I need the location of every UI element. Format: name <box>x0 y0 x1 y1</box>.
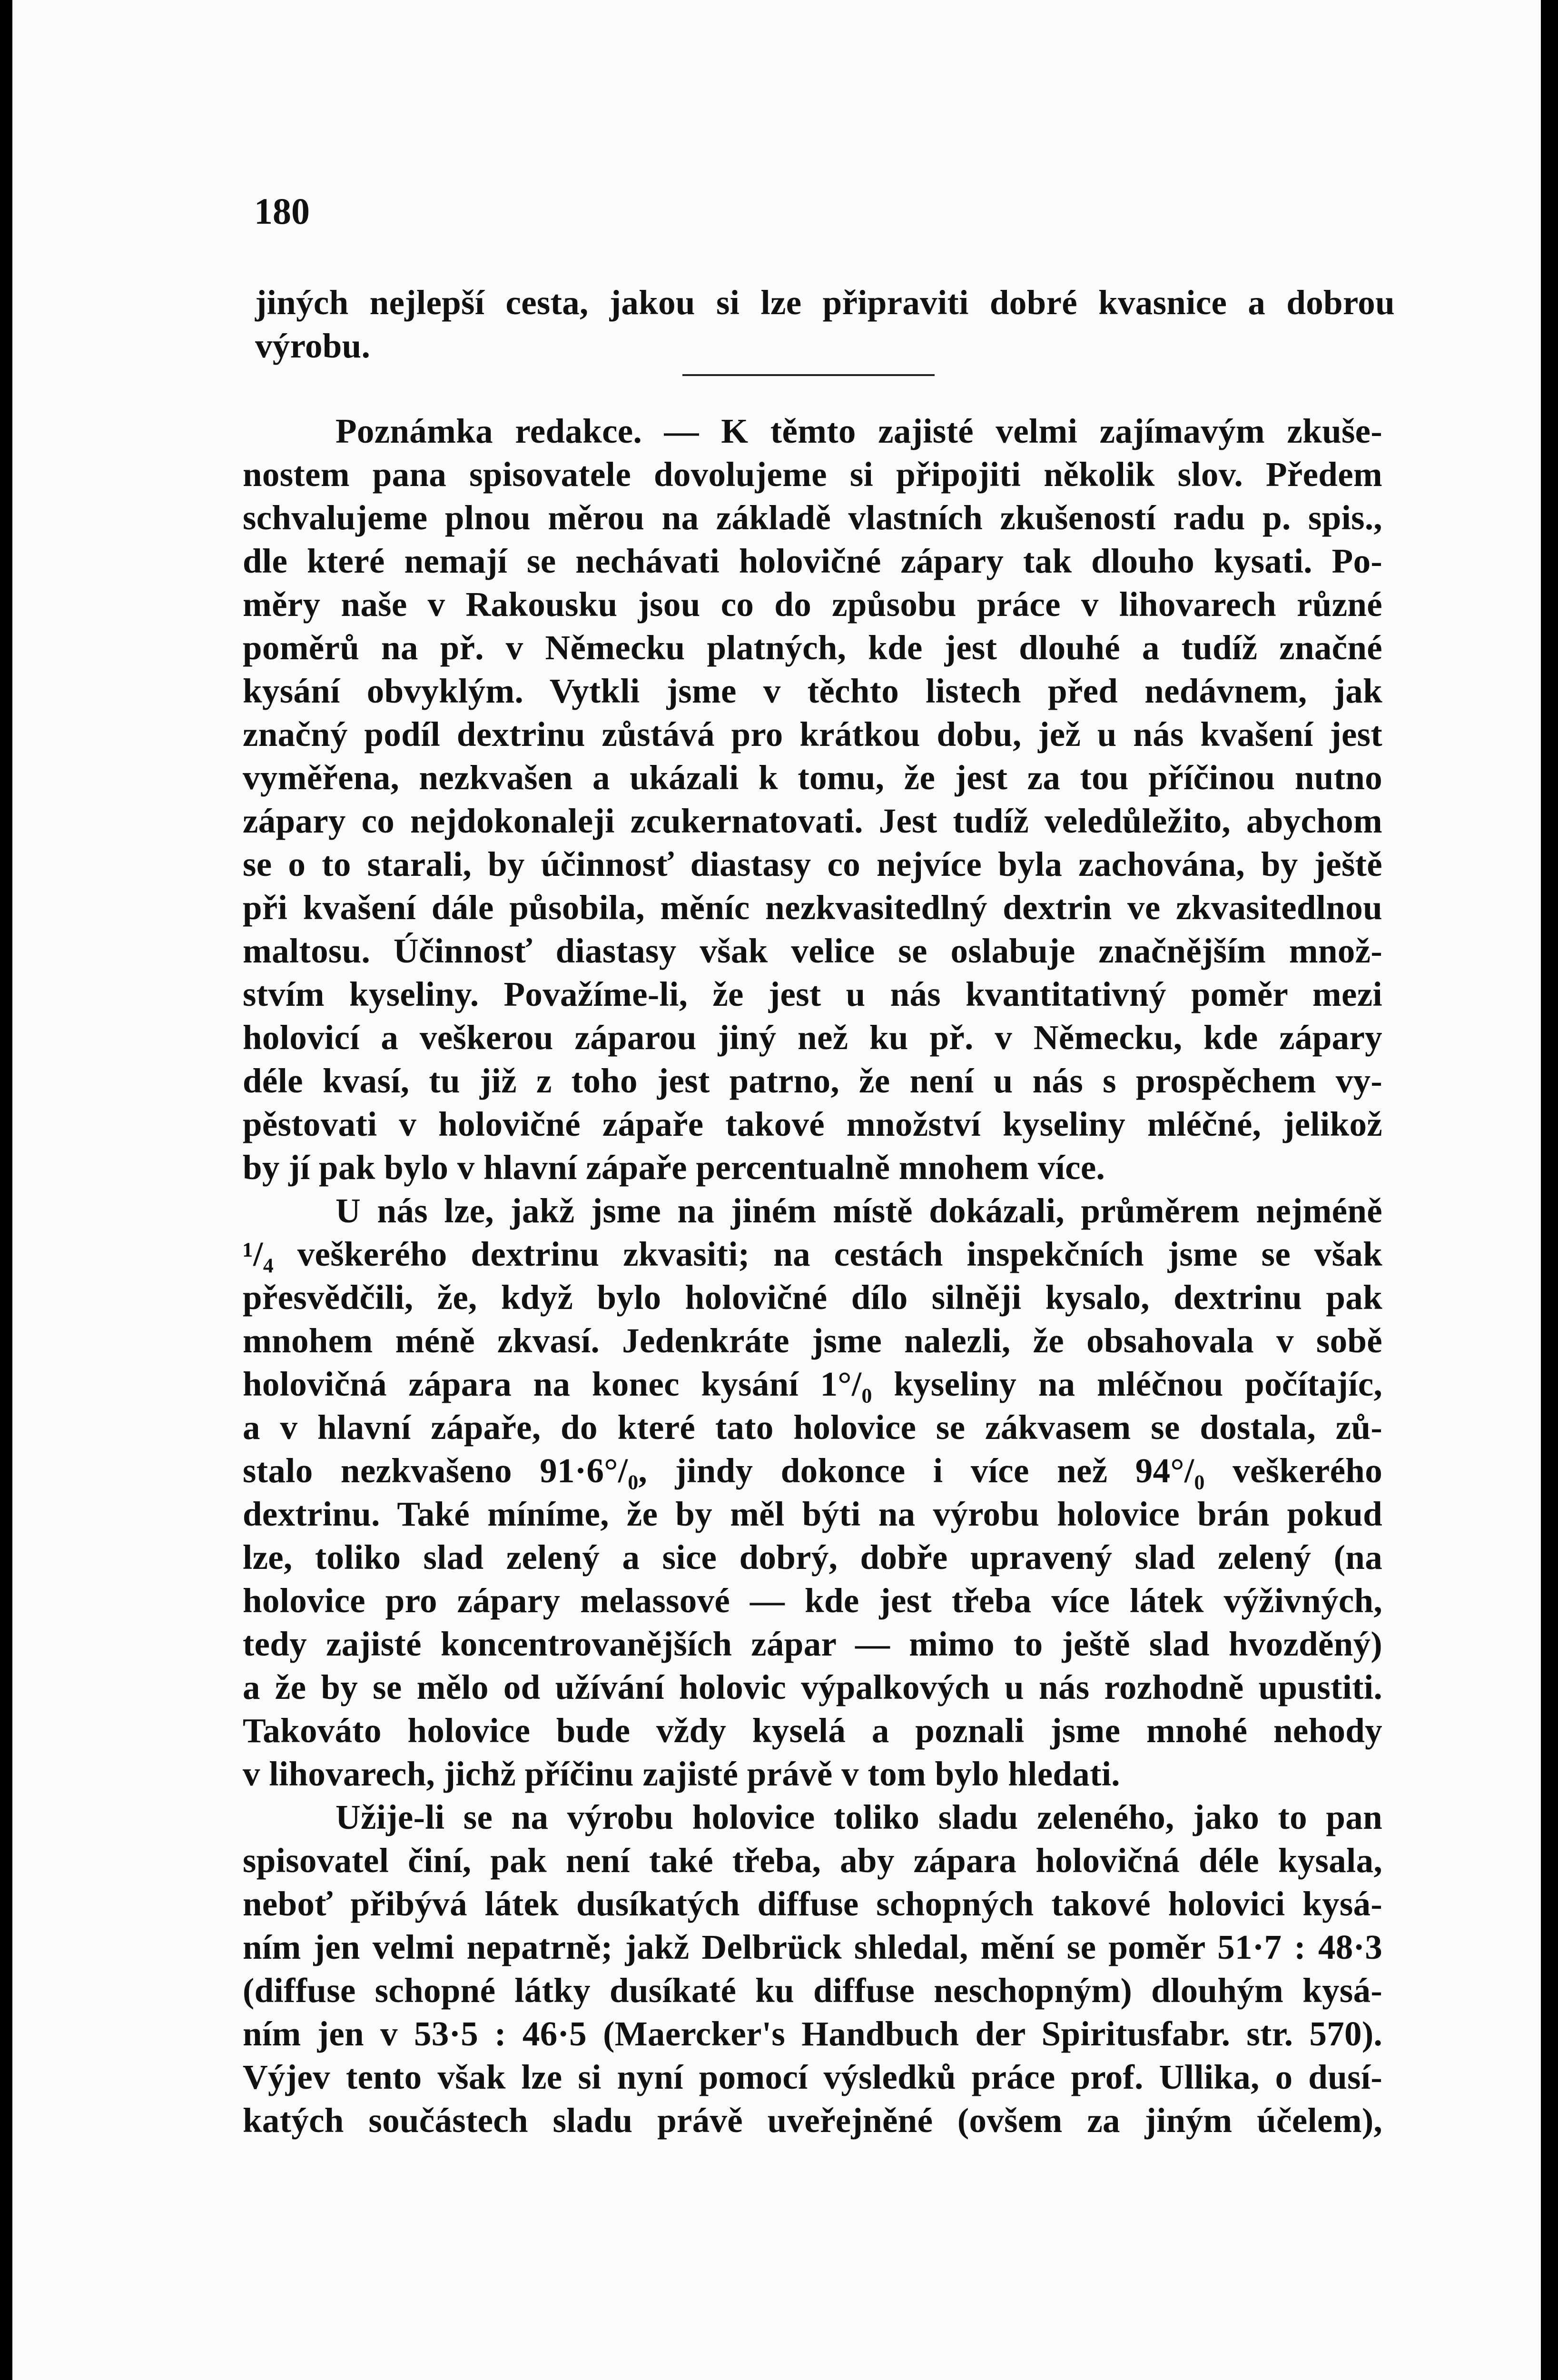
text-line: Užije-li se na výrobu holovice toliko sladu zeleného, jako to pan <box>335 1798 1382 1836</box>
text-line: zápary co nejdokonaleji zcukernatovati. Jest tudíž veledůležito, abychom <box>243 802 1382 840</box>
text-line: pěstovati v holovičné zápaře takové množství kyseliny mléčné, jelikož <box>243 1105 1382 1143</box>
text-line: neboť přibývá látek dusíkatých diffuse schopných takové holovici kysá- <box>243 1884 1382 1923</box>
text-line: a že by se mělo od užívání holovic výpalkových u nás rozhodně upustiti. <box>243 1668 1382 1706</box>
note-first-line <box>243 409 1382 453</box>
text-line: ¹/₄ veškerého dextrinu zkvasiti; na cestách inspekčních jsme se však <box>243 1235 1382 1273</box>
text-line: holovice pro zápary melassové — kde jest třeba více látek výživných, <box>243 1581 1382 1620</box>
text-line: holovičná zápara na konec kysání 1°/₀ kyseliny na mléčnou počítajíc, <box>243 1365 1382 1403</box>
text-line: dle které nemají se nechávati holovičné zápary tak dlouho kysati. Po- <box>243 542 1382 580</box>
text-line: (diffuse schopné látky dusíkaté ku diffuse neschopným) dlouhým kysá- <box>243 1971 1382 2010</box>
text-line: stvím kyseliny. Považíme-li, že jest u nás kvantitativný poměr mezi <box>243 975 1382 1013</box>
text-line: maltosu. Účinnosť diastasy však velice se oslabuje značnějším množ- <box>243 932 1382 970</box>
editorial-note <box>243 409 1382 2142</box>
text-line: ním jen velmi nepatrně; jakž Delbrück shledal, mění se poměr 51·7 : 48·3 <box>243 1928 1382 1966</box>
page-number: 180 <box>254 190 310 232</box>
text-line: mnohem méně zkvasí. Jedenkráte jsme nalezli, že obsahovala v sobě <box>243 1321 1382 1360</box>
text-line: se o to starali, by účinnosť diastasy co nejvíce byla zachována, by ještě <box>243 845 1382 883</box>
note-heading: Poznámka redakce. <box>335 412 642 450</box>
text-line: kysání obvyklým. Vytkli jsme v těchto listech před nedávnem, jak <box>243 672 1382 710</box>
text-line: déle kvasí, tu již z toho jest patrno, že není u nás s prospěchem vy- <box>243 1061 1382 1100</box>
text-line: poměrů na př. v Německu platných, kde jest dlouhé a tudíž značné <box>243 628 1382 667</box>
scan-border-left <box>0 0 12 2380</box>
text-line: značný podíl dextrinu zůstává pro krátkou dobu, jež u nás kvašení jest <box>243 715 1382 754</box>
text-line: holovicí a veškerou záparou jiný než ku př. v Německu, kde zápary <box>243 1018 1382 1057</box>
text-line: přesvědčili, že, když bylo holovičné dílo silněji kysalo, dextrinu pak <box>243 1278 1382 1317</box>
text-line: nostem pana spisovatele dovolujeme si připojiti několik slov. Předem <box>243 455 1382 494</box>
section-divider <box>682 374 935 376</box>
text-line: U nás lze, jakž jsme na jiném místě dokázali, průměrem nejméně <box>335 1191 1382 1230</box>
text-line: vyměřena, nezkvašen a ukázali k tomu, že jest za tou příčinou nutno <box>243 758 1382 797</box>
text-line: Takováto holovice bude vždy kyselá a poznali jsme mnohé nehody <box>243 1711 1382 1750</box>
text-line: měry naše v Rakousku jsou co do způsobu práce v lihovarech různé <box>243 585 1382 624</box>
text-line: dextrinu. Také míníme, že by měl býti na výrobu holovice brán pokud <box>243 1495 1382 1533</box>
text-line: a v hlavní zápaře, do které tato holovice se zákvasem se dostala, zů- <box>243 1408 1382 1447</box>
text-line: stalo nezkvašeno 91·6°/₀, jindy dokonce i více než 94°/₀ veškerého <box>243 1451 1382 1490</box>
text-line: lze, toliko slad zelený a sice dobrý, dobře upravený slad zelený (na <box>243 1538 1382 1577</box>
text-line: v lihovarech, jichž příčinu zajisté právě v tom bylo hledati. <box>243 1755 1120 1793</box>
text-line: tedy zajisté koncentrovanějších zápar — mimo to ještě slad hvozděný) <box>243 1625 1382 1663</box>
text-line: jiných nejlepší cesta, jakou si lze připraviti dobré kvasnice a dobrou <box>255 283 1395 322</box>
scan-border-right <box>1541 0 1558 2380</box>
text-line: při kvašení dále působila, měníc nezkvasitedlný dextrin ve zkvasitedlnou <box>243 888 1382 927</box>
intro-paragraph <box>255 281 1395 367</box>
text-line: výrobu. <box>255 327 371 365</box>
text-line: Výjev tento však lze si nyní pomocí výsledků práce prof. Ullika, o dusí- <box>243 2058 1382 2096</box>
text-line: by jí pak bylo v hlavní zápaře percentualně mnohem více. <box>243 1148 1105 1187</box>
text-line: spisovatel činí, pak není také třeba, aby zápara holovičná déle kysala, <box>243 1841 1382 1880</box>
text-line: ním jen v 53·5 : 46·5 (Maercker's Handbuch der Spiritusfabr. str. 570). <box>243 2014 1382 2053</box>
text-line: katých součástech sladu právě uveřejněné (ovšem za jiným účelem), <box>243 2101 1382 2140</box>
note-first-line-text: — K těmto zajisté velmi zajímavým zkuše- <box>642 412 1382 450</box>
text-line: schvalujeme plnou měrou na základě vlastních zkušeností radu p. spis., <box>243 498 1382 537</box>
